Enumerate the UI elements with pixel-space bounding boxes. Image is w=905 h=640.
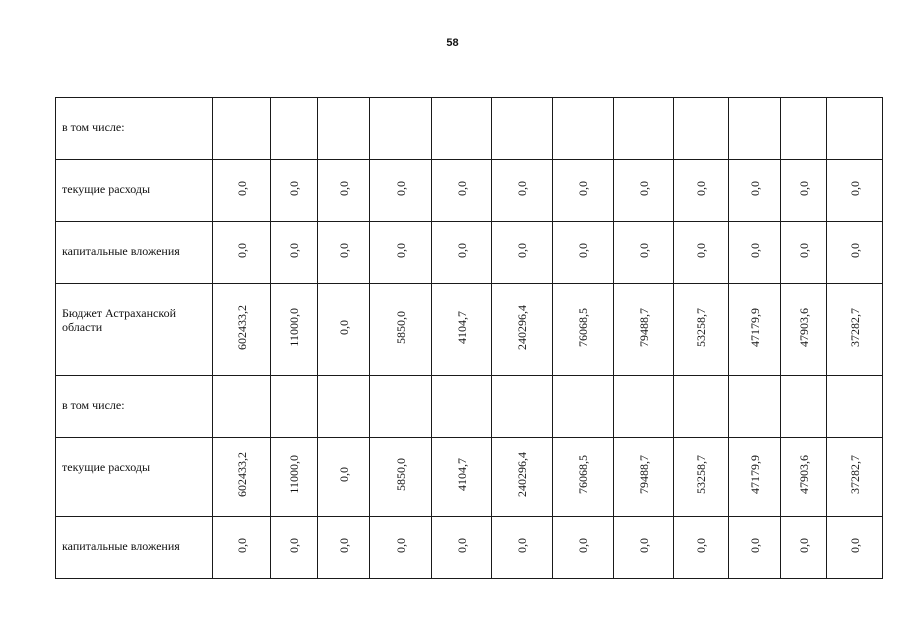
value-cell: [553, 517, 614, 579]
cell-value: 0,0: [847, 242, 862, 258]
cell-value: 0,0: [234, 537, 249, 553]
row-label: Бюджет Астраханской области: [62, 306, 177, 334]
value-cell: [553, 160, 614, 222]
value-cell: [614, 98, 674, 160]
value-cell: [432, 517, 492, 579]
value-cell: [213, 98, 271, 160]
value-cell: [213, 284, 271, 376]
value-cell: [370, 160, 432, 222]
table-row: [56, 438, 883, 517]
value-cell: [729, 284, 781, 376]
cell-value: 0,0: [636, 180, 651, 196]
value-cell: [729, 517, 781, 579]
cell-value: 4104,7: [454, 458, 469, 491]
cell-value: 37282,7: [847, 455, 862, 494]
cell-value: 0,0: [515, 180, 529, 196]
page-number: 58: [446, 37, 459, 49]
value-cell: [674, 376, 729, 438]
value-cell: [492, 517, 553, 579]
cell-value: 0,0: [234, 242, 249, 258]
cell-value: 0,0: [454, 180, 469, 196]
cell-value: 0,0: [747, 537, 762, 553]
cell-value: 240296,4: [515, 304, 529, 350]
table-row: [56, 222, 883, 284]
cell-value: 0,0: [336, 537, 351, 553]
value-cell: [781, 438, 827, 517]
value-cell: [674, 160, 729, 222]
cell-value: 0,0: [847, 537, 862, 553]
value-cell: [827, 517, 883, 579]
value-cell: [432, 222, 492, 284]
cell-value: 0,0: [694, 180, 708, 196]
value-cell: [492, 438, 553, 517]
value-cell: [492, 284, 553, 376]
value-cell: [370, 98, 432, 160]
cell-value: 602433,2: [234, 452, 249, 497]
value-cell: [614, 284, 674, 376]
value-cell: [729, 222, 781, 284]
row-label-cell: [56, 98, 213, 160]
cell-value: 53258,7: [694, 455, 708, 494]
cell-value: 0,0: [393, 180, 408, 196]
value-cell: [553, 438, 614, 517]
cell-value: 47179,9: [747, 455, 762, 494]
row-label: текущие расходы: [62, 460, 151, 474]
value-cell: [370, 284, 432, 376]
value-cell: [213, 222, 271, 284]
cell-value: 602433,2: [234, 304, 249, 350]
cell-value: 0,0: [515, 537, 529, 553]
cell-value: 0,0: [847, 180, 862, 196]
value-cell: [370, 222, 432, 284]
value-cell: [827, 376, 883, 438]
cell-value: 0,0: [747, 242, 762, 258]
cell-value: 0,0: [287, 242, 301, 258]
value-cell: [553, 98, 614, 160]
value-cell: [781, 98, 827, 160]
value-cell: [553, 222, 614, 284]
row-label: капитальные вложения: [62, 244, 180, 258]
table-body: [56, 98, 883, 579]
value-cell: [674, 222, 729, 284]
value-cell: [827, 222, 883, 284]
row-label-cell: [56, 222, 213, 284]
cell-value: 37282,7: [847, 307, 862, 347]
value-cell: [674, 284, 729, 376]
value-cell: [674, 517, 729, 579]
cell-value: 0,0: [393, 242, 408, 258]
table-row: [56, 98, 883, 160]
cell-value: 0,0: [576, 180, 590, 196]
cell-value: 4104,7: [454, 310, 469, 344]
cell-value: 11000,0: [287, 307, 301, 347]
cell-value: 0,0: [796, 537, 811, 553]
row-label-cell: [56, 284, 213, 376]
value-cell: [729, 376, 781, 438]
value-cell: [370, 438, 432, 517]
value-cell: [432, 284, 492, 376]
cell-value: 5850,0: [393, 310, 408, 344]
cell-value: 0,0: [636, 242, 651, 258]
table-row: [56, 284, 883, 376]
cell-value: 0,0: [454, 537, 469, 553]
table-row: [56, 376, 883, 438]
value-cell: [271, 517, 318, 579]
cell-value: 0,0: [287, 180, 301, 196]
cell-value: 240296,4: [515, 452, 529, 497]
value-cell: [553, 284, 614, 376]
value-cell: [729, 98, 781, 160]
value-cell: [781, 160, 827, 222]
value-cell: [370, 376, 432, 438]
value-cell: [213, 160, 271, 222]
value-cell: [492, 98, 553, 160]
value-cell: [827, 438, 883, 517]
value-cell: [614, 160, 674, 222]
table-row: [56, 160, 883, 222]
cell-value: 0,0: [636, 537, 651, 553]
value-cell: [729, 160, 781, 222]
cell-value: 0,0: [234, 180, 249, 196]
cell-value: 76068,5: [576, 307, 590, 347]
value-cell: [729, 438, 781, 517]
cell-value: 47903,6: [796, 455, 811, 494]
cell-value: 0,0: [796, 242, 811, 258]
value-cell: [213, 517, 271, 579]
cell-value: 76068,5: [576, 455, 590, 494]
row-label-cell: [56, 376, 213, 438]
row-label-cell: [56, 438, 213, 517]
value-cell: [827, 160, 883, 222]
row-label-cell: [56, 160, 213, 222]
cell-value: 0,0: [393, 537, 408, 553]
value-cell: [614, 222, 674, 284]
cell-value: 79488,7: [636, 307, 651, 347]
cell-value: 0,0: [454, 242, 469, 258]
cell-value: 11000,0: [287, 455, 301, 494]
row-label: капитальные вложения: [62, 539, 180, 553]
cell-value: 0,0: [747, 180, 762, 196]
value-cell: [614, 517, 674, 579]
value-cell: [271, 376, 318, 438]
value-cell: [492, 222, 553, 284]
cell-value: 79488,7: [636, 455, 651, 494]
cell-value: 53258,7: [694, 307, 708, 347]
cell-value: 5850,0: [393, 458, 408, 491]
value-cell: [318, 160, 370, 222]
value-cell: [781, 376, 827, 438]
row-label-cell: [56, 517, 213, 579]
cell-value: 0,0: [336, 180, 351, 196]
cell-value: 0,0: [515, 242, 529, 258]
value-cell: [674, 438, 729, 517]
value-cell: [271, 98, 318, 160]
value-cell: [318, 438, 370, 517]
cell-value: 0,0: [576, 537, 590, 553]
cell-value: 47179,9: [747, 307, 762, 347]
value-cell: [432, 98, 492, 160]
value-cell: [614, 438, 674, 517]
value-cell: [781, 222, 827, 284]
value-cell: [492, 160, 553, 222]
value-cell: [213, 438, 271, 517]
value-cell: [271, 438, 318, 517]
cell-value: 0,0: [694, 537, 708, 553]
value-cell: [370, 517, 432, 579]
value-cell: [492, 376, 553, 438]
cell-value: 47903,6: [796, 307, 811, 347]
value-cell: [271, 284, 318, 376]
table-row: [56, 517, 883, 579]
value-cell: [553, 376, 614, 438]
value-cell: [271, 160, 318, 222]
value-cell: [318, 517, 370, 579]
value-cell: [318, 376, 370, 438]
value-cell: [432, 160, 492, 222]
row-label: в том числе:: [62, 120, 125, 134]
row-label: текущие расходы: [62, 182, 151, 196]
value-cell: [271, 222, 318, 284]
value-cell: [827, 98, 883, 160]
value-cell: [318, 98, 370, 160]
value-cell: [432, 376, 492, 438]
cell-value: 0,0: [336, 467, 351, 482]
value-cell: [614, 376, 674, 438]
budget-table: [55, 97, 883, 579]
cell-value: 0,0: [576, 242, 590, 258]
value-cell: [674, 98, 729, 160]
value-cell: [781, 284, 827, 376]
row-label: в том числе:: [62, 398, 125, 412]
value-cell: [781, 517, 827, 579]
cell-value: 0,0: [796, 180, 811, 196]
cell-value: 0,0: [287, 537, 301, 553]
value-cell: [827, 284, 883, 376]
cell-value: 0,0: [694, 242, 708, 258]
cell-value: 0,0: [336, 319, 351, 335]
value-cell: [318, 284, 370, 376]
value-cell: [318, 222, 370, 284]
value-cell: [432, 438, 492, 517]
value-cell: [213, 376, 271, 438]
cell-value: 0,0: [336, 242, 351, 258]
